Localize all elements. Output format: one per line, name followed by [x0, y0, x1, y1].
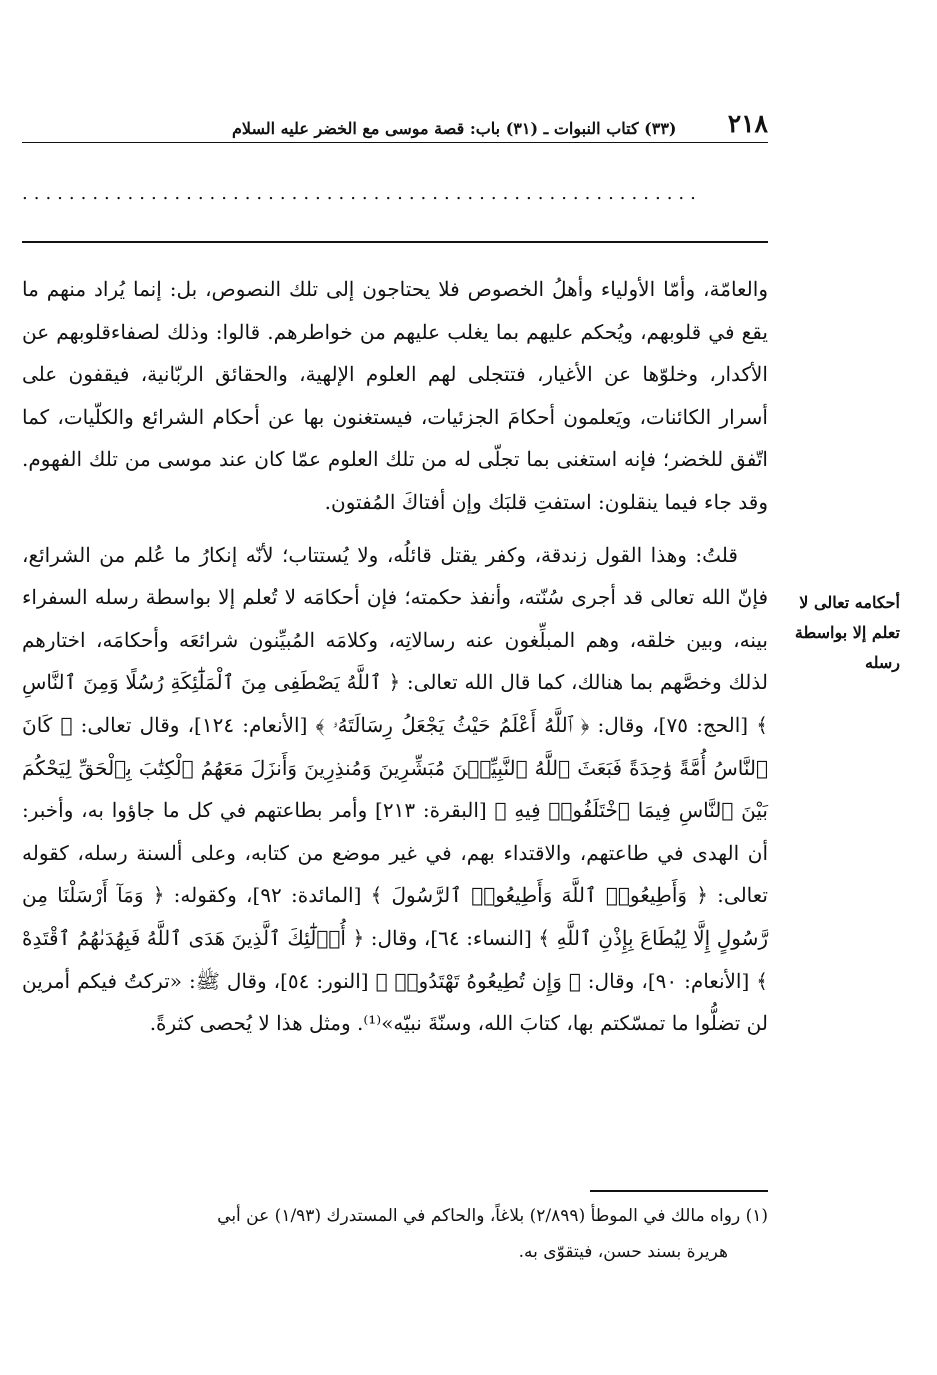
paragraph: قلتُ: وهذا القول زندقة، وكفر يقتل قائلُه، ولا يُستتاب؛ لأنّه إنكارُ ما عُلم من الشرائع، فإنّ الله تعالى قد أجرى سُنّته، وأنفذ حكمته؛ فإن أحكامَه لا تُعلم إلا بواسطة رسله السفراء بينه، وبين خلقه، وهم المبلِّغون عنه رسالاتِه، وكلامَه المُبيِّنون شرائعَه وأحكامَه، اختارهم لذلك وخصَّهم بما هنالك، كما قال الله تعالى: ﴿ ٱللَّهُ يَصْطَفِى مِنَ ٱلْمَلَٰٓئِكَةِ رُسُلًا وَمِنَ ٱلنَّاسِ ﴾ [الحج: ٧٥]، وقال: ﴿ ٱللَّهُ أَعْلَمُ حَيْثُ يَجْعَلُ رِسَالَتَهُۥ ﴾ [الأنعام: ١٢٤]، وقال تعالى: ﴿ كَانَ ٱلنَّاسُ أُمَّةً وَٰحِدَةً فَبَعَثَ ٱللَّهُ ٱلنَّبِيِّـۧنَ مُبَشِّرِينَ وَمُنذِرِينَ وَأَنزَلَ مَعَهُمُ ٱلْكِتَٰبَ بِٱلْحَقِّ لِيَحْكُمَ بَيْنَ ٱلنَّاسِ فِيمَا ٱخْتَلَفُوا۟ فِيهِ ﴾ [البقرة: ٢١٣] وأمر بطاعتهم في كل ما جاؤوا به، وأخبر: أن الهدى في طاعتهم، والاقتداء بهم، في غير موضع من كتابه، وعلى ألسنة رسله، كقوله تعالى: ﴿ وَأَطِيعُوا۟ ٱللَّهَ وَأَطِيعُوا۟ ٱلرَّسُولَ ﴾ [المائدة: ٩٢]، وكقوله: ﴿ وَمَآ أَرْسَلْنَا مِن رَّسُولٍ إِلَّا لِيُطَاعَ بِإِذْنِ ٱللَّهِ ﴾ [النساء: ٦٤]، وقال: ﴿ أُو۟لَٰٓئِكَ ٱلَّذِينَ هَدَى ٱللَّهُ فَبِهُدَىٰهُمُ ٱقْتَدِهْ ﴾ [الأنعام: ٩٠]، وقال: ﴿ وَإِن تُطِيعُوهُ تَهْتَدُوا۟ ﴾ [النور: ٥٤]، وقال ﷺ: «تركتُ فيكم أمرين لن تضلُّوا ما تمسّكتم بها، كتابَ الله، وسنّةَ نبيّه»⁽¹⁾. ومثل هذا لا يُحصى كثرةً.: [22, 542, 768, 1036]
main-text: [22, 268, 768, 1045]
running-title: (٣٣) كتاب النبوات ـ (٣١) باب: قصة موسى مع الخضر عليه السلام: [232, 119, 677, 138]
paragraph: والعامّة، وأمّا الأولياء وأهلُ الخصوص فلا يحتاجون إلى تلك النصوص، بل: إنما يُراد منهم ما يقع في قلوبهم، ويُحكم عليهم بما يغلب عليهم من خواطرهم. قالوا: وذلك لصفاءقلوبهم عن الأكدار، وخلوّها عن الأغيار، فتتجلى لهم العلوم الإلهية، والحقائق الربّانية، فيقفون على أسرار الكائنات، ويَعلمون أحكامَ الجزئيات، فيستغنون بها عن أحكام الشرائع والكلّيات، كما اتّفق للخضر؛ فإنه استغنى بما تجلّى له من تلك العلوم عمّا كان عند موسى من تلك الفهوم. وقد جاء فيما ينقلون: استفتِ قلبَك وإن أفتاكَ المُفتون.: [22, 277, 768, 514]
page-number: ٢١٨: [727, 109, 768, 138]
footnote-rule: [590, 1190, 768, 1192]
separator-rule: [22, 241, 768, 243]
ellipsis-line: ..........................................................: [22, 183, 702, 204]
footnote-line: هريرة بسند حسن، فيتقوّى به.: [518, 1242, 728, 1262]
page-header: [22, 104, 768, 138]
header-rule: [22, 142, 768, 143]
footnote: [22, 1198, 768, 1270]
footnote-line: (١) رواه مالك في الموطأ (٢/٨٩٩) بلاغاً، والحاكم في المستدرك (١/٩٣) عن أبي: [217, 1206, 768, 1226]
margin-note: أحكامه تعالى لا تعلم إلا بواسطة رسله: [794, 593, 900, 672]
